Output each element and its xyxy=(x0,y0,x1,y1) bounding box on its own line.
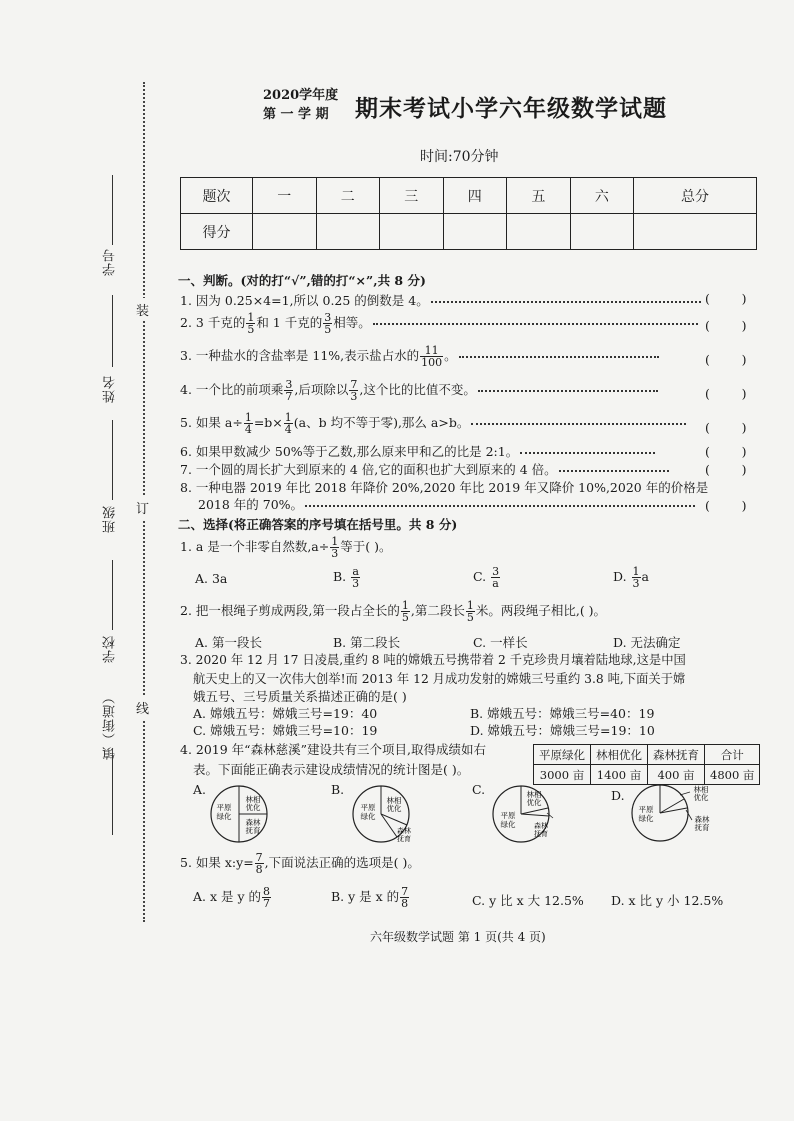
fraction xyxy=(255,852,264,875)
score-header: 六 xyxy=(570,178,634,214)
frac-num: 3 xyxy=(492,565,500,578)
q-text: =b× xyxy=(253,415,283,430)
pie-label-forest: 林相优化 xyxy=(245,795,261,812)
frac-num: 11 xyxy=(420,345,443,357)
score-header-row xyxy=(181,178,757,214)
judge-q7 xyxy=(180,460,671,478)
frac-num: 1 xyxy=(331,535,339,548)
fraction xyxy=(284,379,293,402)
choice-q5-option-d[interactable]: D. x 比 y 小 12.5% xyxy=(611,893,724,908)
answer-paren-5[interactable]: ( ) xyxy=(705,420,747,435)
choice-q3-option-b[interactable]: B. 嫦娥五号：嫦娥三号=40：19 xyxy=(470,706,655,721)
q-text: ,第二段长 xyxy=(410,603,465,618)
fraction xyxy=(401,600,410,623)
fraction xyxy=(420,345,443,368)
q-text: ,这个比的比值不变。 xyxy=(359,382,476,397)
pie-label-forest: 林相优化 xyxy=(526,790,542,807)
q-text: 5. 如果 x:y= xyxy=(180,855,254,870)
choice-q2-option-c[interactable]: C. 一样长 xyxy=(473,635,528,650)
project-header: 森林抚育 xyxy=(648,745,705,765)
choice-q4-line2: 表。下面能正确表示建设成绩情况的统计图是( )。 xyxy=(193,762,470,777)
frac-den: 7 xyxy=(263,897,271,910)
frac-den: 100 xyxy=(421,356,443,369)
project-header: 合计 xyxy=(705,745,760,765)
frac-num: 7 xyxy=(401,885,409,898)
choice-q4-option-b-label[interactable]: B. xyxy=(331,782,345,797)
pie-label-forest: 林相优化 xyxy=(693,785,709,802)
frac-den: a xyxy=(492,577,499,590)
name-blank[interactable] xyxy=(112,295,113,367)
choice-q2 xyxy=(180,600,606,623)
fraction xyxy=(246,312,255,335)
score-header: 五 xyxy=(507,178,571,214)
pie-chart-c[interactable] xyxy=(490,784,556,844)
q-text: ,后项除以 xyxy=(294,382,349,397)
answer-paren-6[interactable]: ( ) xyxy=(705,444,747,459)
binding-char-zhuang: 装 xyxy=(136,298,149,321)
frac-den: 5 xyxy=(466,611,474,624)
opt-text: A. x 是 y 的 xyxy=(193,889,262,904)
judge-q6 xyxy=(180,442,657,460)
opt-label: C. xyxy=(473,569,487,584)
choice-q5-option-c[interactable]: C. y 比 x 大 12.5% xyxy=(472,893,584,908)
choice-q4-option-d-label[interactable]: D. xyxy=(611,788,625,803)
pie-pointer xyxy=(680,792,690,795)
project-value: 1400 亩 xyxy=(591,765,648,785)
pie-divider xyxy=(521,814,549,816)
choice-q3-option-d[interactable]: D. 嫦娥五号：嫦娥三号=19：10 xyxy=(470,723,655,738)
frac-den: 7 xyxy=(285,390,293,403)
q-text: 2018 年的 70%。 xyxy=(198,497,304,512)
frac-den: 5 xyxy=(324,323,332,336)
choice-q4-option-c-label[interactable]: C. xyxy=(472,782,486,797)
score-table xyxy=(180,177,757,250)
q-text: (a、b 均不等于零),那么 a>b。 xyxy=(293,415,470,430)
fraction xyxy=(632,566,641,589)
choice-q3-option-c[interactable]: C. 嫦娥五号：嫦娥三号=10：19 xyxy=(193,723,378,738)
frac-den: 8 xyxy=(255,863,263,876)
frac-num: 1 xyxy=(284,411,292,424)
score-cell[interactable] xyxy=(634,214,757,250)
choice-q5 xyxy=(180,852,420,875)
opt-label: B. xyxy=(333,569,347,584)
leader-dots xyxy=(559,470,669,472)
page-title: 期末考试小学六年级数学试题 xyxy=(355,95,667,122)
school-blank[interactable] xyxy=(112,560,113,630)
q-text: 相等。 xyxy=(333,315,371,330)
q-text: 。 xyxy=(444,348,457,363)
q-text: 5. 如果 a÷ xyxy=(180,415,243,430)
q-text: 1. 因为 0.25×4=1,所以 0.25 的倒数是 4。 xyxy=(180,293,429,308)
binding-char-ding: 订 xyxy=(136,496,149,519)
choice-q3-line1: 3. 2020 年 12 月 17 日凌晨,重约 8 吨的嫦娥五号携带着 2 千克珍贵月壤着陆地球,这是中国 xyxy=(180,653,686,667)
fraction xyxy=(351,566,360,589)
choice-q4-option-a-label[interactable]: A. xyxy=(193,782,207,797)
score-cell[interactable] xyxy=(316,214,380,250)
score-cell[interactable] xyxy=(570,214,634,250)
judge-q8-line2 xyxy=(198,495,697,513)
answer-paren-1[interactable]: ( ) xyxy=(705,291,747,306)
class-label: 班级 xyxy=(103,505,118,533)
page-footer: 六年级数学试题 第 1 页(共 4 页) xyxy=(370,930,546,944)
fraction xyxy=(284,412,293,435)
frac-den: 5 xyxy=(247,323,255,336)
score-cell[interactable] xyxy=(507,214,571,250)
judge-q2 xyxy=(180,312,700,335)
score-header: 二 xyxy=(316,178,380,214)
choice-q3-line3: 娥五号、三号质量关系描述正确的是( ) xyxy=(193,689,407,704)
pie-divider xyxy=(521,808,548,814)
pie-chart-d[interactable] xyxy=(628,780,714,844)
term: 第 一 学 期 xyxy=(263,107,329,122)
project-value: 4800 亩 xyxy=(705,765,760,785)
binding-char-xian: 线 xyxy=(136,696,149,719)
choice-q1 xyxy=(180,536,391,559)
judge-q8 xyxy=(180,478,708,496)
pie-label-care: 森林抚育 xyxy=(397,827,411,843)
choice-q3-option-a[interactable]: A. 嫦娥五号：嫦娥三号=19：40 xyxy=(193,706,378,721)
school-year: 2020学年度 xyxy=(263,88,339,103)
pie-chart-b[interactable] xyxy=(350,784,412,844)
answer-paren-3[interactable]: ( ) xyxy=(705,352,747,367)
q-text: 等于( )。 xyxy=(340,539,392,554)
opt-text: B. y 是 x 的 xyxy=(331,889,400,904)
score-cell[interactable] xyxy=(443,214,507,250)
frac-num: 7 xyxy=(255,851,263,864)
project-results-table xyxy=(533,744,760,785)
fraction xyxy=(491,566,500,589)
class-blank[interactable] xyxy=(112,420,113,500)
project-header: 平原绿化 xyxy=(534,745,591,765)
frac-num: a xyxy=(352,565,359,578)
student-id-blank[interactable] xyxy=(112,175,113,245)
q-text: 3. 一种盐水的含盐率是 11%,表示盐占水的 xyxy=(180,348,420,363)
choice-q1-option-d[interactable] xyxy=(613,566,649,589)
q-text: 8. 一种电器 2019 年比 2018 年降价 20%,2020 年比 2019 年又降价 10%,2020 年的价格是 xyxy=(180,480,709,495)
frac-num: 1 xyxy=(401,599,409,612)
judge-q5 xyxy=(180,412,688,435)
choice-q1-option-c[interactable] xyxy=(473,566,501,589)
q-text: 7. 一个圆的周长扩大到原来的 4 倍,它的面积也扩大到原来的 4 倍。 xyxy=(180,462,557,477)
fraction xyxy=(466,600,475,623)
leader-dots xyxy=(431,301,701,303)
q-text: 1. a 是一个非零自然数,a÷ xyxy=(180,539,330,554)
frac-num: 3 xyxy=(285,378,293,391)
pie-label-plain: 平原绿化 xyxy=(216,803,232,821)
fraction xyxy=(244,412,253,435)
score-cell[interactable] xyxy=(253,214,317,250)
pie-label-care: 森林抚育 xyxy=(694,815,710,832)
choice-q5-option-b[interactable] xyxy=(331,886,410,909)
pie-label-forest: 林相优化 xyxy=(386,796,402,813)
q-text: 4. 一个比的前项乘 xyxy=(180,382,284,397)
fraction xyxy=(323,312,332,335)
pie-label-care: 森林抚育 xyxy=(534,822,548,838)
leader-dots xyxy=(305,505,695,507)
pie-label-plain: 平原绿化 xyxy=(638,805,654,823)
choice-q1-option-a[interactable]: A. 3a xyxy=(195,571,228,586)
frac-den: 3 xyxy=(352,577,360,590)
frac-den: 4 xyxy=(284,423,292,436)
score-header: 总分 xyxy=(634,178,757,214)
score-header: 四 xyxy=(443,178,507,214)
q-text: ,下面说法正确的选项是( )。 xyxy=(264,855,420,870)
choice-q3-line2: 航天史上的又一次伟大创举!而 2013 年 12 月成功发射的嫦娥三号重约 3.8 吨,下面关于嫦 xyxy=(193,672,686,686)
student-id-label: 学号 xyxy=(103,248,118,276)
fraction xyxy=(330,536,339,559)
project-header: 林相优化 xyxy=(591,745,648,765)
frac-num: 1 xyxy=(244,411,252,424)
frac-num: 8 xyxy=(263,885,271,898)
frac-num: 3 xyxy=(324,311,332,324)
frac-num: 1 xyxy=(632,565,640,578)
frac-num: 1 xyxy=(466,599,474,612)
leader-dots xyxy=(520,452,655,454)
choice-q2-option-d[interactable]: D. 无法确定 xyxy=(613,635,681,650)
q-text: 米。两段绳子相比,( )。 xyxy=(475,603,607,618)
frac-den: 3 xyxy=(350,390,358,403)
score-row xyxy=(181,214,757,250)
answer-paren-4[interactable]: ( ) xyxy=(705,386,747,401)
score-cell[interactable] xyxy=(380,214,444,250)
frac-den: 4 xyxy=(244,423,252,436)
frac-num: 7 xyxy=(350,378,358,391)
frac-den: 3 xyxy=(331,547,339,560)
pie-label-plain: 平原绿化 xyxy=(360,803,376,821)
pie-label-plain: 平原绿化 xyxy=(500,811,516,829)
q-text: 和 1 千克的 xyxy=(256,315,323,330)
town-label: 镇（街道） xyxy=(103,690,118,760)
fraction xyxy=(400,886,409,909)
leader-dots xyxy=(471,423,686,425)
section1-title: 一、判断。(对的打“√”,错的打“×”,共 8 分) xyxy=(178,273,426,288)
name-label: 姓名 xyxy=(103,375,118,403)
school-label: 学校 xyxy=(103,635,118,663)
choice-q2-option-a[interactable]: A. 第一段长 xyxy=(195,635,262,650)
q-text: 6. 如果甲数减少 50%等于乙数,那么原来甲和乙的比是 2:1。 xyxy=(180,444,519,459)
town-blank[interactable] xyxy=(112,755,113,835)
opt-text: a xyxy=(641,569,649,584)
q-text: 2. 把一根绳子剪成两段,第一段占全长的 xyxy=(180,603,400,618)
answer-paren-7[interactable]: ( ) xyxy=(705,462,747,477)
answer-paren-2[interactable]: ( ) xyxy=(705,318,747,333)
exam-time: 时间:70分钟 xyxy=(420,149,499,165)
score-header: 一 xyxy=(253,178,317,214)
choice-q5-option-a[interactable] xyxy=(193,886,272,909)
choice-q4-line1: 4. 2019 年“森林慈溪”建设共有三个项目,取得成绩如右 xyxy=(180,742,486,757)
project-value: 400 亩 xyxy=(648,765,705,785)
frac-den: 5 xyxy=(401,611,409,624)
leader-dots xyxy=(459,356,659,358)
pie-label-care: 森林抚育 xyxy=(245,818,261,835)
fraction xyxy=(349,379,358,402)
project-header-row xyxy=(534,745,760,765)
score-header: 题次 xyxy=(181,178,253,214)
choice-q1-option-b[interactable] xyxy=(333,566,361,589)
frac-den: 3 xyxy=(632,577,640,590)
judge-q3 xyxy=(180,345,661,368)
frac-den: 8 xyxy=(401,897,409,910)
leader-dots xyxy=(373,323,698,325)
q-text: 2. 3 千克的 xyxy=(180,315,246,330)
pie-chart-a[interactable] xyxy=(208,784,270,844)
section2-title: 二、选择(将正确答案的序号填在括号里。共 8 分) xyxy=(178,517,458,532)
answer-paren-8[interactable]: ( ) xyxy=(705,498,747,513)
project-value: 3000 亩 xyxy=(534,765,591,785)
leader-dots xyxy=(478,390,658,392)
judge-q4 xyxy=(180,379,660,402)
score-row-label: 得分 xyxy=(181,214,253,250)
fraction xyxy=(262,886,271,909)
score-header: 三 xyxy=(380,178,444,214)
judge-q1 xyxy=(180,291,703,309)
frac-num: 1 xyxy=(247,311,255,324)
choice-q2-option-b[interactable]: B. 第二段长 xyxy=(333,635,401,650)
opt-label: D. xyxy=(613,569,627,584)
